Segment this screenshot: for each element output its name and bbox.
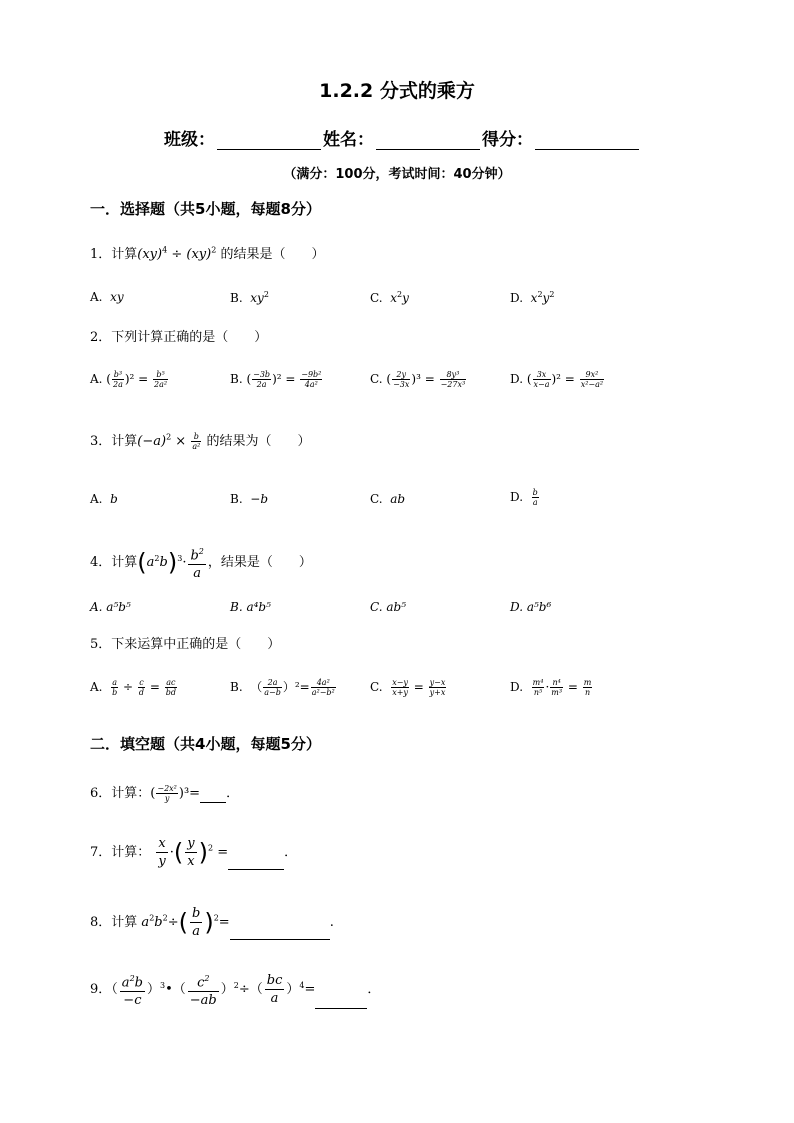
q3-option-a[interactable]: A. b <box>90 492 118 506</box>
page-title: 1.2.2 分式的乘方 <box>319 80 475 102</box>
score-note: （满分：100分，考试时间：40分钟） <box>283 167 511 182</box>
section-choice-heading: 一．选择题（共5小题，每题8分） <box>90 200 321 218</box>
question-2: 2．下列计算正确的是（ ） <box>90 330 268 345</box>
question-7: 7．计算： $\frac{x}{y}$ ·( $\frac{y}{x}$ )$^2$ = ． <box>90 836 298 869</box>
q5-option-a[interactable]: A. $\frac{a}{b}$ ÷ $\frac{c}{d}$ = $\frac{ac}{bd}$ <box>90 678 176 697</box>
name-label: 姓名： <box>323 130 374 150</box>
q2-option-b[interactable]: B. ( $\frac{-3b}{2a}$ )² = $\frac{\text{−9b²}}{\text{4a²}}$ <box>230 370 322 389</box>
q2-option-c[interactable]: C. ( $\frac{2y}{-3x}$ )³ = $\frac{\text{8y³}}{\text{−27x³}}$ <box>370 370 466 389</box>
q2-option-a[interactable]: A. ( $\frac{\text{b³}}{2a}$ )² = $\frac{\text{b⁵}}{\text{2a²}}$ <box>90 370 168 389</box>
q7-answer-blank[interactable] <box>228 857 284 870</box>
q1-option-c[interactable]: C. $x^2y$ <box>370 290 409 305</box>
question-8: 8．计算 $a^2b^2\div$( $\frac{b}{a}$ )$^2$= . <box>90 906 334 939</box>
q3-option-b[interactable]: B. −b <box>230 492 269 506</box>
q4-option-d[interactable]: D. a⁵b⁶ <box>510 600 552 614</box>
section-fill-heading: 二．填空题（共4小题，每题5分） <box>90 735 321 753</box>
q2-option-d[interactable]: D. ( $\frac{3x}{x-a}$ )² = $\frac{\text{9x²}}{\text{x²−a²}}$ <box>510 370 604 389</box>
score-label: 得分： <box>482 130 533 150</box>
student-info-row <box>164 125 641 150</box>
score-blank[interactable] <box>535 131 639 150</box>
class-blank[interactable] <box>217 131 321 150</box>
q5-option-d[interactable]: D. $\frac{\text{m⁴}}{\text{n⁵}}$ · $\frac{\text{n⁴}}{\text{m³}}$ = $\frac{m}{n}$ <box>510 678 592 697</box>
q1-option-a[interactable]: A. xy <box>90 290 124 304</box>
q5-option-b[interactable]: B. （ $\frac{2a}{a-b}$ ）²= $\frac{\text{4a²}}{\text{a²−b²}}$ <box>230 678 335 697</box>
question-4: 4．计算$(a^2b)^3\cdot$ $\frac{b^2}{a}$ ，结果是（ ） <box>90 543 312 582</box>
q5-option-c[interactable]: C. $\frac{x-y}{x+y}$ = $\frac{y-x}{y+x}$ <box>370 678 446 697</box>
question-9: 9．（ $\frac{a^2b}{-c}$ ）$^3$•（ $\frac{c^2}{-ab}$ ）$^2$÷（ $\frac{bc}{a}$ ）$^4$= ． <box>90 970 380 1009</box>
name-blank[interactable] <box>376 131 480 150</box>
question-6: 6．计算：( $\frac{\text{−2x²}}{y}$ )³= ． <box>90 784 240 803</box>
q4-option-a[interactable]: A. a⁵b⁵ <box>90 600 131 614</box>
q6-answer-blank[interactable] <box>200 790 226 803</box>
q3-option-c[interactable]: C. ab <box>370 492 406 506</box>
question-1: 1．计算(xy)$^4$ ÷ (xy)$^2$ 的结果是（ ） <box>90 245 325 262</box>
q1-option-d[interactable]: D. $x^2y^2$ <box>510 290 555 305</box>
q3-option-d[interactable]: D. $\frac{b}{a}$ <box>510 488 538 507</box>
q4-option-c[interactable]: C. ab⁵ <box>370 600 407 614</box>
q4-option-b[interactable]: B. a⁴b⁵ <box>230 600 271 614</box>
question-5: 5．下来运算中正确的是（ ） <box>90 637 281 652</box>
class-label: 班级： <box>164 130 215 150</box>
q1-option-b[interactable]: B. $xy^2$ <box>230 290 269 305</box>
question-3: 3．计算$(-a)^2$ × $\frac{b}{\text{a²}}$ 的结果为（ ） <box>90 432 311 451</box>
q8-answer-blank[interactable] <box>230 927 330 940</box>
q9-answer-blank[interactable] <box>315 996 367 1009</box>
